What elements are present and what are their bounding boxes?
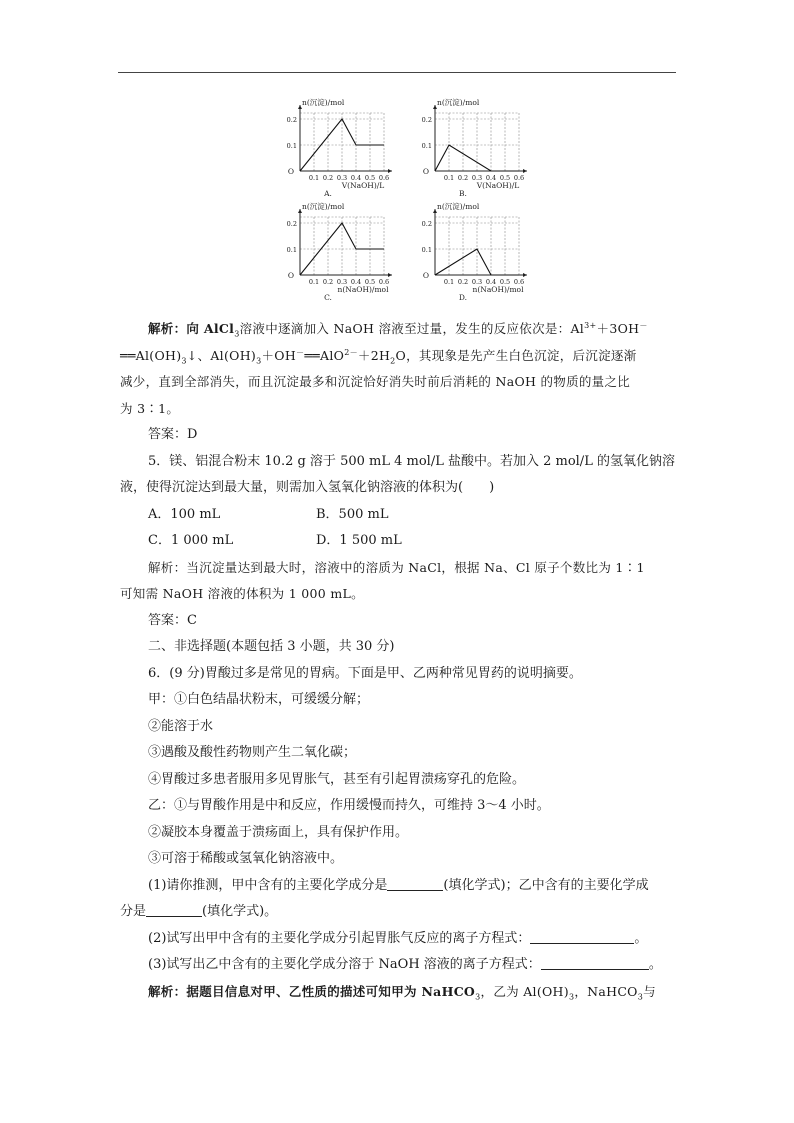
answer-blank-3[interactable] [530,929,634,944]
origin-label: O [422,271,429,280]
text: 。 [634,930,648,946]
x-tick-label: 0.5 [364,174,376,182]
text: ＋3OH [596,321,640,336]
answer-5: 答案：C [148,612,197,628]
text: (1)请你推测，甲中含有的主要化学成分是 [148,877,388,893]
question-6-part-2 [120,926,678,953]
x-tick-label: 0.4 [350,278,362,286]
jia-item-3: ③遇酸及酸性药物则产生二氧化碳； [148,745,357,760]
subscript: 2 [390,356,396,365]
x-axis-label: V(NaOH)/L [341,181,385,190]
text: 。 [648,957,662,972]
question-6-part-3 [120,952,678,979]
text: (2)试写出甲中含有的主要化学成分引起胃胀气反应的离子方程式： [148,930,531,946]
x-tick-label: 0.5 [364,278,376,286]
text: (3)试写出乙中含有的主要化学成分溶于 NaOH 溶液的离子方程式： [148,957,541,972]
subscript: 3 [475,992,481,1001]
option-a: A．100 mL [148,506,221,522]
yi-item-2: ②凝胶本身覆盖于溃疡面上，具有保护作用。 [148,824,409,840]
y-axis-label: n(沉淀)/mol [437,202,480,211]
option-label: D. [458,293,468,302]
subscript: 3 [234,329,240,339]
yi-item-3: ③可溶于稀酸或氢氧化钠溶液中。 [148,851,344,866]
question-5-options-cd [120,528,678,555]
x-tick-label: 0.5 [499,278,511,286]
question-6-part-1-line-2 [120,899,678,926]
section-2-heading: 二、非选择题(本题包括 3 小题，共 30 分) [148,639,395,654]
chart-a [280,96,410,196]
text: ，NaHCO [574,983,638,999]
document-body [120,316,678,1005]
jia-item-1: 甲：①白色结晶状粉末，可缓缓分解； [148,692,370,707]
superscript: 3+ [584,320,597,330]
text: ＋2H [357,347,391,363]
subscript: 3 [568,992,575,1001]
x-axis-label: n(NaOH)/mol [337,285,389,294]
option-charts [280,96,550,306]
text: 分是 [120,904,147,919]
chart-c [280,200,410,300]
subscript: 3 [256,356,262,365]
superscript: 2－ [344,347,358,357]
x-tick-label: 0.2 [322,174,334,182]
solution-6-line-1 [120,979,678,1006]
x-tick-label: 0.1 [443,278,455,286]
option-c: C．1 000 mL [148,533,234,548]
answer-4: 答案：D [148,427,198,442]
origin-label: O [287,271,294,280]
x-tick-label: 0.1 [308,278,320,286]
solution-5-line-1: 解析：当沉淀量达到最大时，溶液中的溶质为 NaCl，根据 Na、Cl 原子个数比为 1∶1 [148,559,645,575]
x-tick-label: 0.3 [471,278,483,286]
solution-4-line-4: 为 3∶1。 [120,400,180,416]
text: (填化学式)；乙中含有的主要化学成 [443,877,649,893]
text: 解析：向 AlCl [148,321,235,336]
question-5-line-1: 5．镁、铝混合粉末 10.2 g 溶于 500 mL 4 mol/L 盐酸中。若加入 2 mol/L 的氢氧化钠溶 [148,453,675,469]
x-tick-label: 0.3 [336,174,348,182]
option-label: C. [324,293,332,302]
y-tick-label: 0.2 [286,116,297,124]
yi-item-1: 乙：①与胃酸作用是中和反应，作用缓慢而持久，可维持 3～4 小时。 [148,798,550,813]
solution-4-line-2 [120,343,678,370]
x-tick-label: 0.2 [457,278,469,286]
answer-blank-2[interactable] [146,902,202,917]
chart-a-svg [280,96,410,196]
y-axis-label: n(沉淀)/mol [437,98,480,107]
x-tick-label: 0.5 [499,174,511,182]
text: O，其现象是先产生白色沉淀，后沉淀逐渐 [395,347,637,363]
x-axis-label: V(NaOH)/L [476,181,520,190]
question-6-intro: 6．(9 分)胃酸过多是常见的胃病。下面是甲、乙两种常见胃药的说明摘要。 [148,665,582,681]
text: ＋OH [261,347,297,363]
answer-blank-1[interactable] [387,876,443,891]
x-axis-arrow [388,273,392,277]
option-label: A. [324,189,332,198]
y-tick-label: 0.1 [421,142,432,150]
question-5-line-2: 液，使得沉淀达到最大量，则需加入氢氧化钠溶液的体积为( ) [120,480,495,495]
x-axis-arrow [523,169,527,173]
chart-b [415,96,545,196]
superscript: － [639,320,648,330]
solution-4-line-3: 减少，直到全部消失，而且沉淀最多和沉淀恰好消失时前后消耗的 NaOH 的物质的量之比 [120,374,631,389]
question-6-part-1-line-1 [120,873,678,900]
x-axis-arrow [388,169,392,173]
chart-c-svg [280,200,410,300]
subscript: 3 [637,992,644,1001]
x-tick-label: 0.4 [485,174,497,182]
x-tick-label: 0.1 [308,174,320,182]
solution-4-line-1 [120,316,678,343]
x-tick-label: 0.3 [471,174,483,182]
text: ══Al(OH) [120,347,182,363]
x-tick-label: 0.3 [336,278,348,286]
text: ↓、Al(OH) [186,347,257,363]
option-label: B. [459,189,467,198]
x-tick-label: 0.6 [513,278,525,286]
y-tick-label: 0.1 [421,246,432,254]
solution-5-line-2: 可知需 NaOH 溶液的体积为 1 000 mL。 [120,586,364,601]
chart-d-svg [415,200,545,300]
text: 解析：据题目信息对甲、乙性质的描述可知甲为 NaHCO [148,983,476,999]
x-axis-label: n(NaOH)/mol [472,285,524,294]
text: ══AlO [304,347,345,363]
answer-blank-4[interactable] [541,955,649,970]
x-tick-label: 0.6 [513,174,525,182]
y-tick-label: 0.1 [286,142,297,150]
y-tick-label: 0.1 [286,246,297,254]
text: 与 [643,983,656,999]
x-tick-label: 0.1 [443,174,455,182]
top-rule [118,72,676,73]
x-tick-label: 0.4 [485,278,497,286]
jia-item-2: ②能溶于水 [148,718,214,734]
superscript: － [296,347,305,357]
text: ，乙为 Al(OH) [480,983,569,999]
option-d: D．1 500 mL [316,533,402,548]
x-tick-label: 0.2 [457,174,469,182]
chart-d [415,200,545,300]
x-tick-label: 0.4 [350,174,362,182]
origin-label: O [287,167,294,176]
x-tick-label: 0.2 [322,278,334,286]
y-tick-label: 0.2 [286,220,297,228]
y-tick-label: 0.2 [421,116,432,124]
x-axis-arrow [523,273,527,277]
x-tick-label: 0.6 [378,174,390,182]
question-5-options-ab [120,502,678,529]
option-b: B．500 mL [316,506,389,522]
y-axis-label: n(沉淀)/mol [302,202,345,211]
jia-item-4: ④胃酸过多患者服用多见胃胀气，甚至有引起胃溃疡穿孔的危险。 [148,771,526,787]
chart-b-svg [415,96,545,196]
text: 溶液中逐滴加入 NaOH 溶液至过量，发生的反应依次是：Al [239,321,585,336]
text: (填化学式)。 [202,904,278,919]
subscript: 3 [181,356,187,365]
x-tick-label: 0.6 [378,278,390,286]
y-axis-label: n(沉淀)/mol [302,98,345,107]
y-tick-label: 0.2 [421,220,432,228]
origin-label: O [422,167,429,176]
